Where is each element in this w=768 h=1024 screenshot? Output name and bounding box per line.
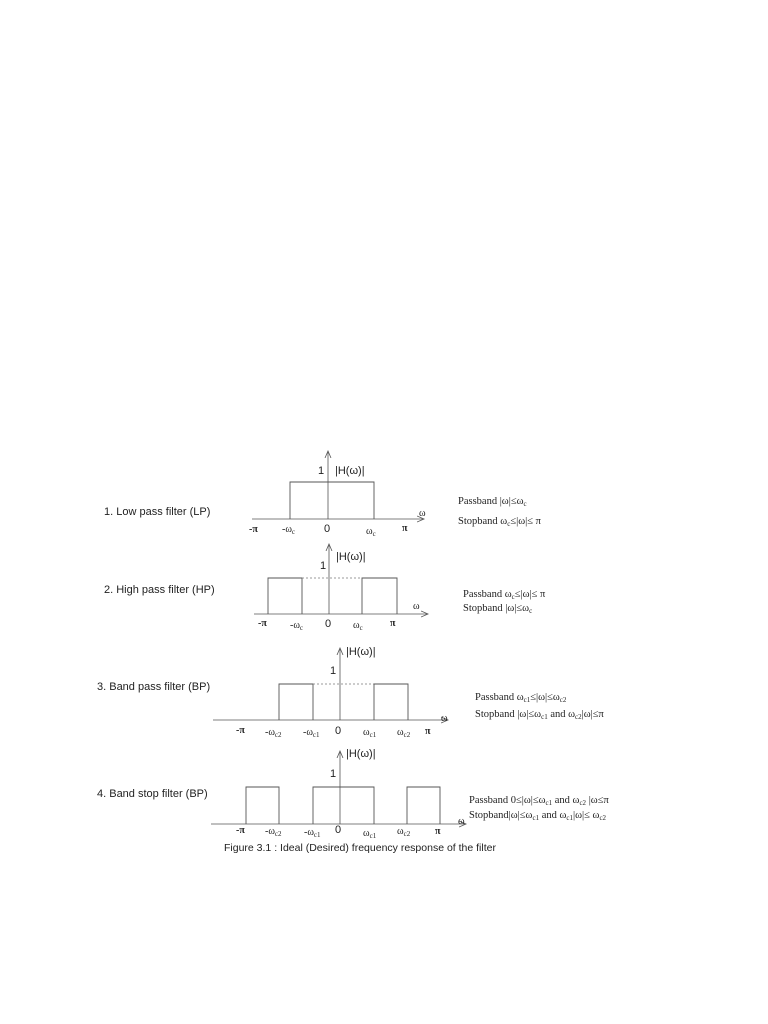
passband-rect-center bbox=[313, 787, 374, 824]
stopband-text: Stopband ωc≤|ω|≤ π bbox=[458, 516, 541, 528]
tick-wc2: $\omega_{c2}$ bbox=[397, 826, 411, 838]
tick-wc1: $\omega_{c1}$ bbox=[363, 727, 377, 739]
x-axis-symbol: ω bbox=[413, 601, 420, 612]
tick-wc: $\omega_c$ bbox=[366, 526, 376, 538]
passband-rect-right bbox=[362, 578, 397, 614]
tick-zero: 0 bbox=[335, 824, 342, 836]
tick-pi: π bbox=[435, 826, 441, 837]
passband-text: Passband ωc1≤|ω|≤ωc2 bbox=[475, 692, 567, 704]
tick-neg-wc1: $-\omega_{c1}$ bbox=[303, 727, 320, 739]
x-axis-symbol: ω bbox=[458, 816, 465, 827]
unity-label: 1 bbox=[320, 560, 327, 572]
passband-rect-left bbox=[279, 684, 313, 720]
panel-band-stop bbox=[97, 748, 609, 840]
tick-pi: π bbox=[390, 618, 396, 629]
panel-low-pass bbox=[104, 451, 542, 538]
passband-rect-right bbox=[407, 787, 440, 824]
y-axis-label: |H(ω)| bbox=[336, 551, 366, 563]
tick-wc: $\omega_c$ bbox=[353, 620, 363, 632]
passband-rect-left bbox=[268, 578, 302, 614]
passband-text: Passband ωc≤|ω|≤ π bbox=[463, 589, 546, 601]
stopband-text: Stopband |ω|≤ωc bbox=[463, 603, 533, 615]
passband-rect-right bbox=[374, 684, 408, 720]
tick-zero: 0 bbox=[325, 618, 332, 630]
panel-high-pass bbox=[104, 544, 546, 632]
x-axis-symbol: ω bbox=[419, 508, 426, 519]
tick-zero: 0 bbox=[324, 523, 331, 535]
y-axis-label: |H(ω)| bbox=[346, 646, 376, 658]
unity-label: 1 bbox=[330, 768, 337, 780]
tick-neg-pi: -π bbox=[236, 825, 245, 836]
tick-neg-wc: $-\omega_c$ bbox=[290, 620, 304, 632]
tick-neg-pi: -π bbox=[236, 725, 245, 736]
tick-neg-wc2: $-\omega_{c2}$ bbox=[265, 826, 282, 838]
stopband-text: Stopband|ω|≤ωc1 and ωc1|ω|≤ ωc2 bbox=[469, 810, 607, 822]
panel-title: 1. Low pass filter (LP) bbox=[104, 506, 211, 518]
x-axis-symbol: ω bbox=[441, 713, 448, 724]
tick-neg-pi: -π bbox=[258, 618, 267, 629]
unity-label: 1 bbox=[330, 665, 337, 677]
panel-title: 2. High pass filter (HP) bbox=[104, 584, 215, 596]
stopband-text: Stopband |ω|≤ωc1 and ωc2|ω|≤π bbox=[475, 709, 604, 721]
figure-caption: Figure 3.1 : Ideal (Desired) frequency response of the filter bbox=[224, 842, 496, 854]
panel-band-pass bbox=[97, 646, 605, 739]
passband-rect-left bbox=[246, 787, 279, 824]
passband-text: Passband 0≤|ω|≤ωc1 and ωc2 |ω≤π bbox=[469, 795, 609, 807]
panel-title: 3. Band pass filter (BP) bbox=[97, 681, 211, 693]
tick-neg-pi: -π bbox=[249, 524, 258, 535]
unity-label: 1 bbox=[318, 465, 325, 477]
passband-text: Passband |ω|≤ωc bbox=[458, 496, 527, 508]
panel-title: 4. Band stop filter (BP) bbox=[97, 788, 208, 800]
tick-pi: π bbox=[402, 523, 408, 534]
y-axis-label: |H(ω)| bbox=[346, 748, 376, 760]
tick-neg-wc: $-\omega_c$ bbox=[282, 524, 296, 536]
tick-wc2: $\omega_{c2}$ bbox=[397, 727, 411, 739]
y-axis-label: |H(ω)| bbox=[335, 465, 365, 477]
passband-rect bbox=[290, 482, 374, 519]
tick-zero: 0 bbox=[335, 725, 342, 737]
tick-pi: π bbox=[425, 726, 431, 737]
tick-neg-wc2: $-\omega_{c2}$ bbox=[265, 727, 282, 739]
tick-neg-wc1: $-\omega_{c1}$ bbox=[304, 827, 321, 839]
tick-wc1: $\omega_{c1}$ bbox=[363, 828, 377, 840]
